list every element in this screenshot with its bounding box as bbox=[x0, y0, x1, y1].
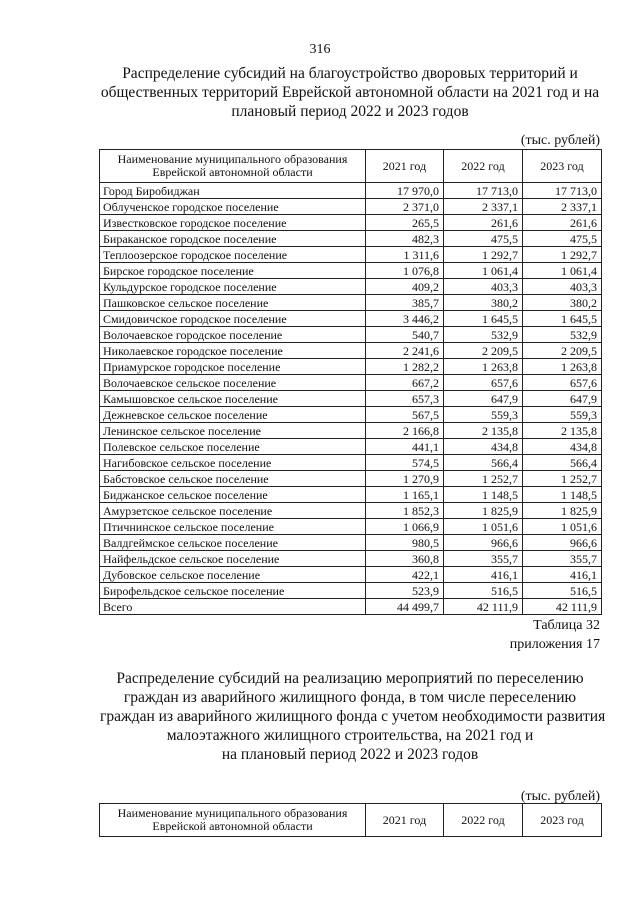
cell-2021: 574,5 bbox=[366, 455, 444, 471]
cell-2021: 265,5 bbox=[366, 215, 444, 231]
cell-2023: 2 337,1 bbox=[523, 199, 602, 215]
table-row bbox=[100, 183, 602, 199]
cell-2021: 657,3 bbox=[366, 391, 444, 407]
cell-municipality: Смидовичское городское поселение bbox=[100, 311, 366, 327]
cell-2023: 1 061,4 bbox=[523, 263, 602, 279]
cell-2023: 261,6 bbox=[523, 215, 602, 231]
cell-municipality: Приамурское городское поселение bbox=[100, 359, 366, 375]
cell-2023: 355,7 bbox=[523, 551, 602, 567]
table-row bbox=[100, 279, 602, 295]
cell-municipality: Теплоозерское городское поселение bbox=[100, 247, 366, 263]
cell-2022: 1 292,7 bbox=[444, 247, 523, 263]
cell-2023: 657,6 bbox=[523, 375, 602, 391]
cell-2023: 1 148,5 bbox=[523, 487, 602, 503]
header-2022: 2022 год bbox=[444, 150, 523, 183]
cell-2023: 2 135,8 bbox=[523, 423, 602, 439]
header-2021: 2021 год bbox=[366, 804, 444, 837]
table-header-row bbox=[100, 804, 602, 837]
cell-2022: 647,9 bbox=[444, 391, 523, 407]
cell-municipality: Кульдурское городское поселение bbox=[100, 279, 366, 295]
cell-2022: 1 061,4 bbox=[444, 263, 523, 279]
table-row bbox=[100, 311, 602, 327]
table-row bbox=[100, 423, 602, 439]
subsidy-table-1 bbox=[99, 149, 602, 615]
cell-2022: 403,3 bbox=[444, 279, 523, 295]
cell-2023: 1 292,7 bbox=[523, 247, 602, 263]
cell-2022: 2 337,1 bbox=[444, 199, 523, 215]
section1-title-line: общественных территорий Еврейской автономной области на 2021 год и на bbox=[100, 84, 600, 101]
header-2021: 2021 год bbox=[366, 150, 444, 183]
cell-municipality: Биджанское сельское поселение bbox=[100, 487, 366, 503]
table-row bbox=[100, 199, 602, 215]
cell-municipality: Амурзетское сельское поселение bbox=[100, 503, 366, 519]
table-row bbox=[100, 375, 602, 391]
cell-2021: 1 852,3 bbox=[366, 503, 444, 519]
table-number: Таблица 32 bbox=[533, 618, 600, 633]
section2-title bbox=[100, 669, 606, 764]
cell-2021: 17 970,0 bbox=[366, 183, 444, 199]
cell-2021: 980,5 bbox=[366, 535, 444, 551]
cell-municipality: Камышовское сельское поселение bbox=[100, 391, 366, 407]
table-row bbox=[100, 487, 602, 503]
cell-2023: 1 825,9 bbox=[523, 503, 602, 519]
table-row bbox=[100, 567, 602, 583]
cell-2021: 2 371,0 bbox=[366, 199, 444, 215]
cell-2021: 360,8 bbox=[366, 551, 444, 567]
cell-2022: 42 111,9 bbox=[444, 599, 523, 615]
section2-title-line: граждан из аварийного жилищного фонда, в том числе переселению bbox=[123, 689, 577, 706]
cell-municipality: Найфельдское сельское поселение bbox=[100, 551, 366, 567]
cell-municipality: Полевское сельское поселение bbox=[100, 439, 366, 455]
cell-2021: 1 076,8 bbox=[366, 263, 444, 279]
table-body bbox=[100, 183, 602, 615]
cell-2022: 380,2 bbox=[444, 295, 523, 311]
cell-2023: 566,4 bbox=[523, 455, 602, 471]
cell-2023: 416,1 bbox=[523, 567, 602, 583]
table-header-row bbox=[100, 150, 602, 183]
cell-municipality: Пашковское сельское поселение bbox=[100, 295, 366, 311]
table-row bbox=[100, 407, 602, 423]
cell-2023: 380,2 bbox=[523, 295, 602, 311]
section1-title-line: Распределение субсидий на благоустройство дворовых территорий и bbox=[122, 65, 578, 82]
header-municipality: Наименование муниципального образования Еврейской автономной области bbox=[100, 150, 366, 183]
section2-units: (тыс. рублей) bbox=[520, 789, 600, 804]
table-caption bbox=[510, 616, 600, 654]
table-row bbox=[100, 327, 602, 343]
cell-2022: 416,1 bbox=[444, 567, 523, 583]
cell-2022: 355,7 bbox=[444, 551, 523, 567]
cell-municipality: Ленинское сельское поселение bbox=[100, 423, 366, 439]
cell-municipality: Николаевское городское поселение bbox=[100, 343, 366, 359]
cell-2021: 540,7 bbox=[366, 327, 444, 343]
header-municipality: Наименование муниципального образования Еврейской автономной области bbox=[100, 804, 366, 837]
cell-2022: 966,6 bbox=[444, 535, 523, 551]
cell-municipality: Дежневское сельское поселение bbox=[100, 407, 366, 423]
cell-2023: 17 713,0 bbox=[523, 183, 602, 199]
cell-2022: 1 825,9 bbox=[444, 503, 523, 519]
cell-2021: 1 270,9 bbox=[366, 471, 444, 487]
cell-municipality: Валдгеймское сельское поселение bbox=[100, 535, 366, 551]
cell-2023: 403,3 bbox=[523, 279, 602, 295]
cell-municipality: Бабстовское сельское поселение bbox=[100, 471, 366, 487]
cell-2021: 1 066,9 bbox=[366, 519, 444, 535]
cell-2021: 523,9 bbox=[366, 583, 444, 599]
cell-2022: 566,4 bbox=[444, 455, 523, 471]
cell-2021: 44 499,7 bbox=[366, 599, 444, 615]
cell-2022: 17 713,0 bbox=[444, 183, 523, 199]
header-2023: 2023 год bbox=[523, 150, 602, 183]
table-row bbox=[100, 263, 602, 279]
section1-title bbox=[100, 64, 600, 121]
section1-title-line: плановый период 2022 и 2023 годов bbox=[231, 103, 469, 120]
cell-municipality: Город Биробиджан bbox=[100, 183, 366, 199]
cell-2023: 475,5 bbox=[523, 231, 602, 247]
subsidy-table-2 bbox=[99, 803, 602, 837]
cell-2022: 532,9 bbox=[444, 327, 523, 343]
cell-2021: 667,2 bbox=[366, 375, 444, 391]
cell-2022: 516,5 bbox=[444, 583, 523, 599]
cell-2022: 1 263,8 bbox=[444, 359, 523, 375]
cell-2022: 657,6 bbox=[444, 375, 523, 391]
cell-2022: 2 209,5 bbox=[444, 343, 523, 359]
cell-2022: 559,3 bbox=[444, 407, 523, 423]
table-row bbox=[100, 519, 602, 535]
appendix-ref: приложения 17 bbox=[509, 637, 600, 652]
cell-2021: 482,3 bbox=[366, 231, 444, 247]
cell-2022: 1 148,5 bbox=[444, 487, 523, 503]
table-row bbox=[100, 231, 602, 247]
cell-municipality: Волочаевское сельское поселение bbox=[100, 375, 366, 391]
cell-2021: 2 166,8 bbox=[366, 423, 444, 439]
cell-municipality: Облученское городское поселение bbox=[100, 199, 366, 215]
cell-municipality: Нагибовское сельское поселение bbox=[100, 455, 366, 471]
cell-2021: 2 241,6 bbox=[366, 343, 444, 359]
cell-2023: 647,9 bbox=[523, 391, 602, 407]
table-row bbox=[100, 247, 602, 263]
cell-municipality: Волочаевское городское поселение bbox=[100, 327, 366, 343]
cell-2022: 475,5 bbox=[444, 231, 523, 247]
cell-2022: 1 252,7 bbox=[444, 471, 523, 487]
cell-municipality: Птичнинское сельское поселение bbox=[100, 519, 366, 535]
table-row bbox=[100, 439, 602, 455]
cell-2021: 385,7 bbox=[366, 295, 444, 311]
cell-2021: 3 446,2 bbox=[366, 311, 444, 327]
table-row bbox=[100, 343, 602, 359]
cell-municipality: Всего bbox=[100, 599, 366, 615]
page-number: 316 bbox=[309, 42, 331, 57]
table-row bbox=[100, 551, 602, 567]
cell-2022: 261,6 bbox=[444, 215, 523, 231]
cell-2023: 42 111,9 bbox=[523, 599, 602, 615]
cell-2022: 1 051,6 bbox=[444, 519, 523, 535]
cell-municipality: Бирское городское поселение bbox=[100, 263, 366, 279]
table-row bbox=[100, 583, 602, 599]
cell-municipality: Бирофельдское сельское поселение bbox=[100, 583, 366, 599]
cell-2022: 2 135,8 bbox=[444, 423, 523, 439]
cell-2023: 1 051,6 bbox=[523, 519, 602, 535]
section2-title-line: на плановый период 2022 и 2023 годов bbox=[221, 746, 479, 763]
cell-2022: 1 645,5 bbox=[444, 311, 523, 327]
table-row bbox=[100, 359, 602, 375]
cell-municipality: Бираканское городское поселение bbox=[100, 231, 366, 247]
cell-2023: 1 645,5 bbox=[523, 311, 602, 327]
cell-2023: 532,9 bbox=[523, 327, 602, 343]
cell-2021: 409,2 bbox=[366, 279, 444, 295]
table-row bbox=[100, 391, 602, 407]
table-row bbox=[100, 471, 602, 487]
header-2023: 2023 год bbox=[523, 804, 602, 837]
cell-municipality: Дубовское сельское поселение bbox=[100, 567, 366, 583]
cell-2021: 1 165,1 bbox=[366, 487, 444, 503]
section2-title-line: граждан из аварийного жилищного фонда с учетом необходимости развития bbox=[100, 708, 606, 725]
section1-units: (тыс. рублей) bbox=[520, 133, 600, 148]
cell-2021: 422,1 bbox=[366, 567, 444, 583]
table-row bbox=[100, 295, 602, 311]
cell-2021: 1 282,2 bbox=[366, 359, 444, 375]
section2-title-line: малоэтажного жилищного строительства, на 2021 год и bbox=[166, 727, 534, 744]
cell-2023: 1 263,8 bbox=[523, 359, 602, 375]
cell-2023: 559,3 bbox=[523, 407, 602, 423]
section2-title-line: Распределение субсидий на реализацию мероприятий по переселению bbox=[116, 670, 584, 687]
table-row bbox=[100, 599, 602, 615]
cell-2023: 1 252,7 bbox=[523, 471, 602, 487]
cell-2023: 2 209,5 bbox=[523, 343, 602, 359]
cell-2021: 567,5 bbox=[366, 407, 444, 423]
table-row bbox=[100, 455, 602, 471]
cell-2023: 434,8 bbox=[523, 439, 602, 455]
cell-2023: 966,6 bbox=[523, 535, 602, 551]
header-2022: 2022 год bbox=[444, 804, 523, 837]
table-row bbox=[100, 535, 602, 551]
cell-2023: 516,5 bbox=[523, 583, 602, 599]
cell-municipality: Известковское городское поселение bbox=[100, 215, 366, 231]
table-row bbox=[100, 503, 602, 519]
cell-2021: 441,1 bbox=[366, 439, 444, 455]
table-row bbox=[100, 215, 602, 231]
cell-2022: 434,8 bbox=[444, 439, 523, 455]
cell-2021: 1 311,6 bbox=[366, 247, 444, 263]
